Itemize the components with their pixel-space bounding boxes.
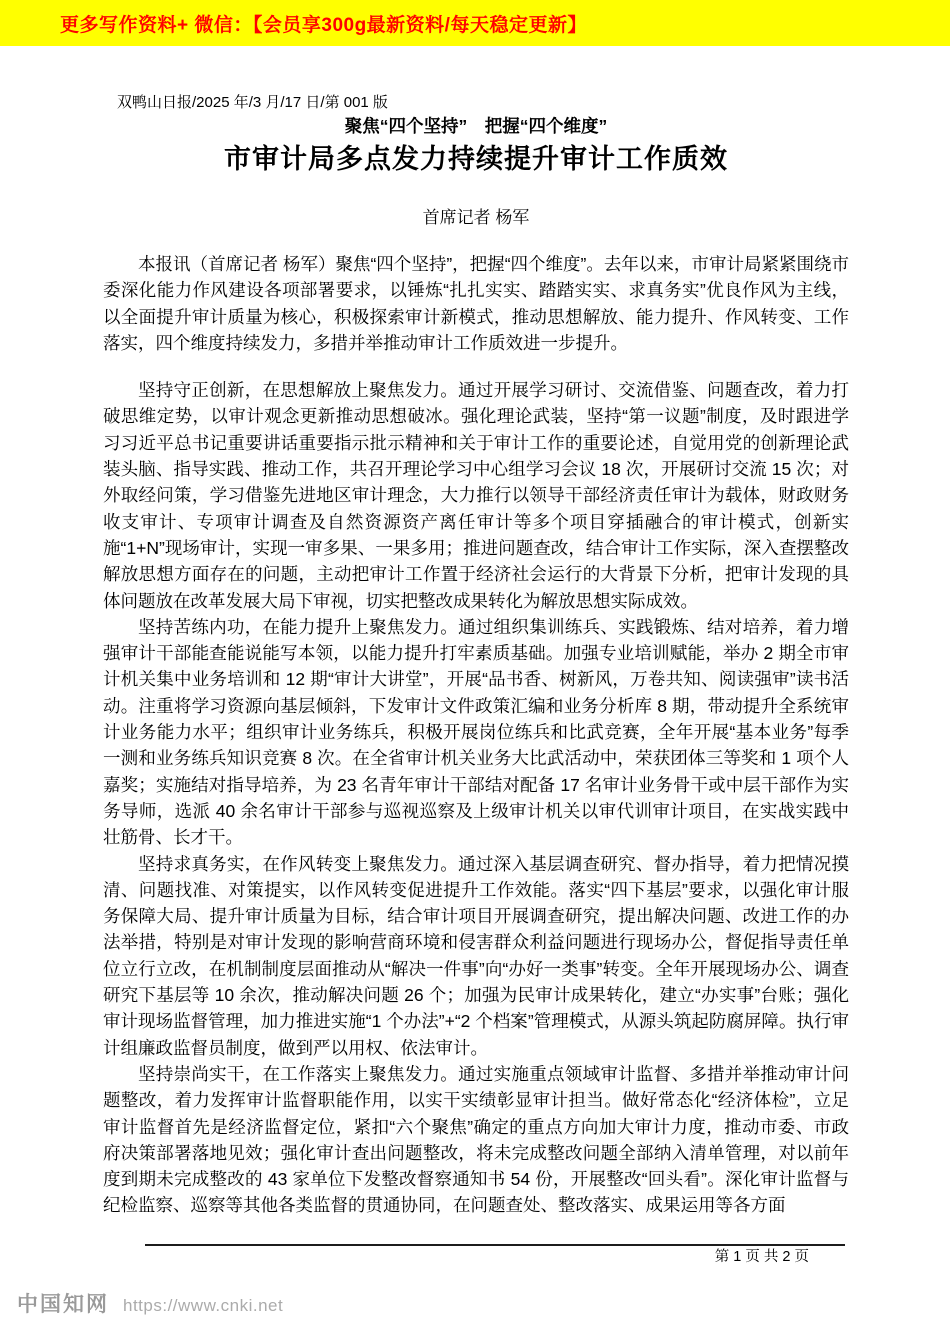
cnki-url-text: https://www.cnki.net	[123, 1296, 284, 1315]
page-number-indicator: 第 1 页 共 2 页	[714, 1248, 809, 1265]
promo-banner	[0, 0, 950, 46]
cnki-watermark	[17, 1288, 283, 1318]
article-paragraph: 坚持守正创新，在思想解放上聚焦发力。通过开展学习研讨、交流借鉴、问题查改，着力打破思维定势，以审计观念更新推动思想破冰。强化理论武装，坚持“第一议题”制度，及时跟进学习习近平总书记重要讲话重要指示批示精神和关于审计工作的重要论述，自觉用党的创新理论武装头脑、指导实践、推动工作，共召开理论学习中心组学习会议 18 次，开展研讨交流 15 次；对外取经问策，学习借鉴先进地区审计理念，大力推行以领导干部经济责任审计为载体，财政财务收支审计、专项审计调查及自然资源资产离任审计等多个项目穿插融合的审计模式，创新实施“1+N”现场审计，实现一审多果、一果多用；推进问题查改，结合审计工作实际，深入查摆整改解放思想方面存在的问题，主动把审计工作置于经济社会运行的大背景下分析，把审计发现的具体问题放在改革发展大局下审视，切实把整改成果转化为解放思想实际成效。	[103, 380, 849, 611]
footer-divider-line	[145, 1244, 845, 1246]
newspaper-dateline: 双鸭山日报/2025 年/3 月/17 日/第 001 版	[117, 94, 388, 111]
article-paragraph: 坚持求真务实，在作风转变上聚焦发力。通过深入基层调查研究、督办指导，着力把情况摸清、问题找准、对策提实，以作风转变促进提升工作效能。落实“四下基层”要求，以强化审计服务保障大局、提升审计质量为目标，结合审计项目开展调查研究，提出解决问题、改进工作的办法举措，特别是对审计发现的影响营商环境和侵害群众利益问题进行现场办公，督促指导责任单位立行立改，在机制制度层面推动从“解决一件事”向“办好一类事”转变。全年开展现场办公、调查研究下基层等 10 余次，推动解决问题 26 个；加强为民审计成果转化，建立“办实事”台账；强化审计现场监督管理，加力推进实施“1 个办法”+“2 个档案”管理模式，从源头筑起防腐屏障。执行审计组廉政监督员制度，做到严以用权、依法审计。	[103, 853, 849, 1058]
cnki-logo-text: 中国知网	[17, 1293, 109, 1316]
article-paragraph: 坚持崇尚实干，在工作落实上聚焦发力。通过实施重点领域审计监督、多措并举推动审计问题整改，着力发挥审计监督职能作用，以实干实绩彰显审计担当。做好常态化“经济体检”，立足审计监督首先是经济监督定位，紧扣“六个聚焦”确定的重点方向加大审计力度，推动市委、市政府决策部署落地见效；强化审计查出问题整改，将未完成整改问题全部纳入清单管理，对以前年度到期未完成整改的 43 家单位下发整改督察通知书 54 份，开展整改“回头看”。深化审计监督与纪检监察、巡察等其他各类监督的贯通协同，在问题查处、整改落实、成果运用等各方面	[103, 1063, 849, 1216]
promo-banner-text: 更多写作资料+ 微信：【会员享300g最新资料/每天稳定更新】	[60, 14, 587, 36]
article-paragraph: 本报讯（首席记者 杨军）聚焦“四个坚持”，把握“四个维度”。去年以来，市审计局紧紧围绕市委深化能力作风建设各项部署要求，以锤炼“扎扎实实、踏踏实实、求真务实”优良作风为主线，以全面提升审计质量为核心，积极探索审计新模式，推动思想解放、能力提升、作风转变、工作落实，四个维度持续发力，多措并举推动审计工作质效进一步提升。	[103, 254, 849, 353]
document-page	[103, 46, 849, 1266]
article-body	[103, 251, 849, 1219]
article-title: 市审计局多点发力持续提升审计工作质效	[224, 144, 728, 174]
article-byline: 首席记者 杨军	[422, 208, 530, 227]
article-paragraph: 坚持苦练内功，在能力提升上聚焦发力。通过组织集训练兵、实践锻炼、结对培养，着力增强审计干部能查能说能写本领，以能力提升打牢素质基础。加强专业培训赋能，举办 2 期全市审计机关集中业务培训和 12 期“审计大讲堂”，开展“品书香、树新风，万卷共知、阅读强审”读书活动。注重将学习资源向基层倾斜，下发审计文件政策汇编和业务分析库 8 期，带动提升全系统审计业务能力水平；组织审计业务练兵，积极开展岗位练兵和比武竞赛，全年开展“基本业务”每季一测和业务练兵知识竞赛 8 次。在全省审计机关业务大比武活动中，荣获团体三等奖和 1 项个人嘉奖；实施结对指导培养，为 23 名青年审计干部结对配备 17 名审计业务骨干或中层干部作为实务导师，选派 40 余名审计干部参与巡视巡察及上级审计机关以审代训审计项目，在实战实践中壮筋骨、长才干。	[103, 616, 849, 848]
article-kicker: 聚焦“四个坚持” 把握“四个维度”	[344, 116, 608, 136]
